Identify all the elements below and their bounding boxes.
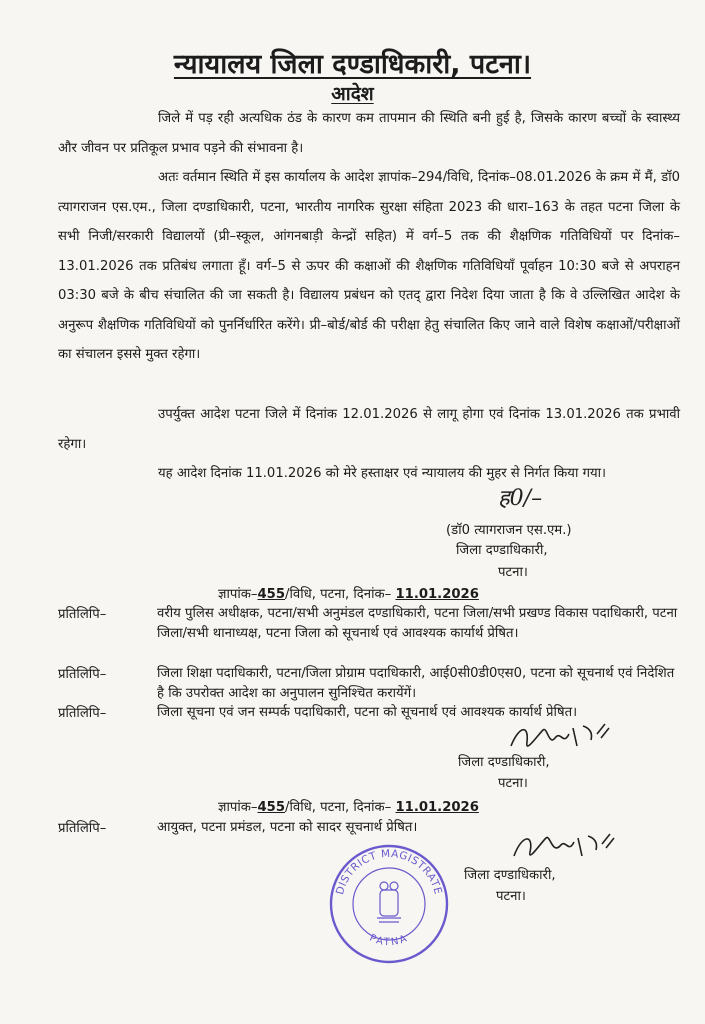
emblem-icon (377, 882, 401, 922)
signatory-designation: जिला दण्डाधिकारी, (456, 543, 548, 558)
order-paragraph-2: अतः वर्तमान स्थिति में इस कार्यालय के आदेश ज्ञापांक–294/विधि, दिनांक–08.01.2026 के क्रम में मैं, डॉ0 त्यागराजन एस.एम., जिला दण्डाधिकारी, पटना, भारतीय नागरिक सुरक्षा संहिता 2023 की धारा–163 के तहत पटना जिला के सभी निजी/सरकारी विद्यालयों (प्री–स्कूल, आंगनबाड़ी केन्द्रों सहित) में वर्ग–5 तक की शैक्षणिक गतिविधियों पर दिनांक–13.01.2026 तक प्रतिबंध लगाता हूँ। वर्ग–5 से ऊपर की कक्षाओं की शैक्षणिक गतिविधियाँ पूर्वाहन 10:30 बजे से अपराहन 03:30 बजे के बीच संचालित की जा सकती है। विद्यालय प्रबंधन को एतद् द्वारा निदेश दिया जाता है कि वे उल्लिखित आदेश के अनुरूप शैक्षणिक गतिविधियों को पुनर्निर्धारित करेंगे। प्री–बोर्ड/बोर्ड की परीक्षा हेतु संचालित किए जाने वाले विशेष कक्षाओं/परीक्षाओं का संचालन इससे मुक्त रहेगा। (58, 170, 680, 362)
copy-label: प्रतिलिपि– (58, 607, 107, 622)
copy-recipients: आयुक्त, पटना प्रमंडल, पटना को सादर सूचनार्थ प्रेषित। (157, 820, 418, 835)
signatory-designation: जिला दण्डाधिकारी, (464, 868, 556, 883)
svg-text:PATNA: PATNA (367, 932, 411, 949)
signatory-place: पटना। (498, 565, 528, 580)
copy-recipients: जिला सूचना एवं जन सम्पर्क पदाधिकारी, पटना को सूचनार्थ एवं आवश्यक कार्यार्थ प्रेषित। (157, 705, 578, 720)
signatory-designation: जिला दण्डाधिकारी, (458, 755, 550, 770)
memo-reference-2: ज्ञापांक–455/विधि, पटना, दिनांक– 11.01.2026 (218, 800, 479, 815)
copy-label: प्रतिलिपि– (58, 821, 107, 836)
copy-label: प्रतिलिपि– (58, 706, 107, 721)
court-title: न्यायालय जिला दण्डाधिकारी, पटना। (173, 49, 532, 80)
order-paragraph-3: उपर्युक्त आदेश पटना जिले में दिनांक 12.01.2026 से लागू होगा एवं दिनांक 13.01.2026 तक प्रभावी रहेगा। (58, 407, 680, 452)
order-heading: आदेश (331, 83, 374, 105)
copy-label: प्रतिलिपि– (58, 667, 107, 682)
copy-recipients: वरीय पुलिस अधीक्षक, पटना/सभी अनुमंडल दण्डाधिकारी, पटना जिला/सभी प्रखण्ड विकास पदाधिकारी, पटना जिला/सभी थानाध्यक्ष, पटना जिला को सूचनार्थ एवं आवश्यक कार्यार्थ प्रेषित। (157, 606, 678, 641)
memo-reference-1: ज्ञापांक–455/विधि, पटना, दिनांक– 11.01.2026 (218, 587, 479, 602)
svg-text:DISTRICT MAGISTRATE: DISTRICT MAGISTRATE (333, 847, 445, 897)
signed-mark: ह0/– (498, 486, 543, 511)
handwritten-signature-2 (508, 826, 618, 866)
order-paragraph-4: यह आदेश दिनांक 11.01.2026 को मेरे हस्ताक्षर एवं न्यायालय की मुहर से निर्गत किया गया। (158, 466, 607, 481)
signatory-place: पटना। (496, 889, 526, 904)
copy-recipients: जिला शिक्षा पदाधिकारी, पटना/जिला प्रोग्राम पदाधिकारी, आई0सी0डी0एस0, पटना को सूचनार्थ एवं निदेशित है कि उपरोक्त आदेश का अनुपालन सुनिश्चित करायेंगें। (157, 666, 675, 701)
signatory-name: (डॉ0 त्यागराजन एस.एम.) (446, 523, 572, 538)
district-magistrate-seal (328, 832, 450, 972)
order-paragraph-1: जिले में पड़ रही अत्यधिक ठंड के कारण कम तापमान की स्थिति बनी हुई है, जिसके कारण बच्चों के स्वास्थ्य और जीवन पर प्रतिकूल प्रभाव पड़ने की संभावना है। (58, 111, 680, 156)
signatory-place: पटना। (498, 776, 528, 791)
seal-inner-ring (353, 868, 425, 940)
